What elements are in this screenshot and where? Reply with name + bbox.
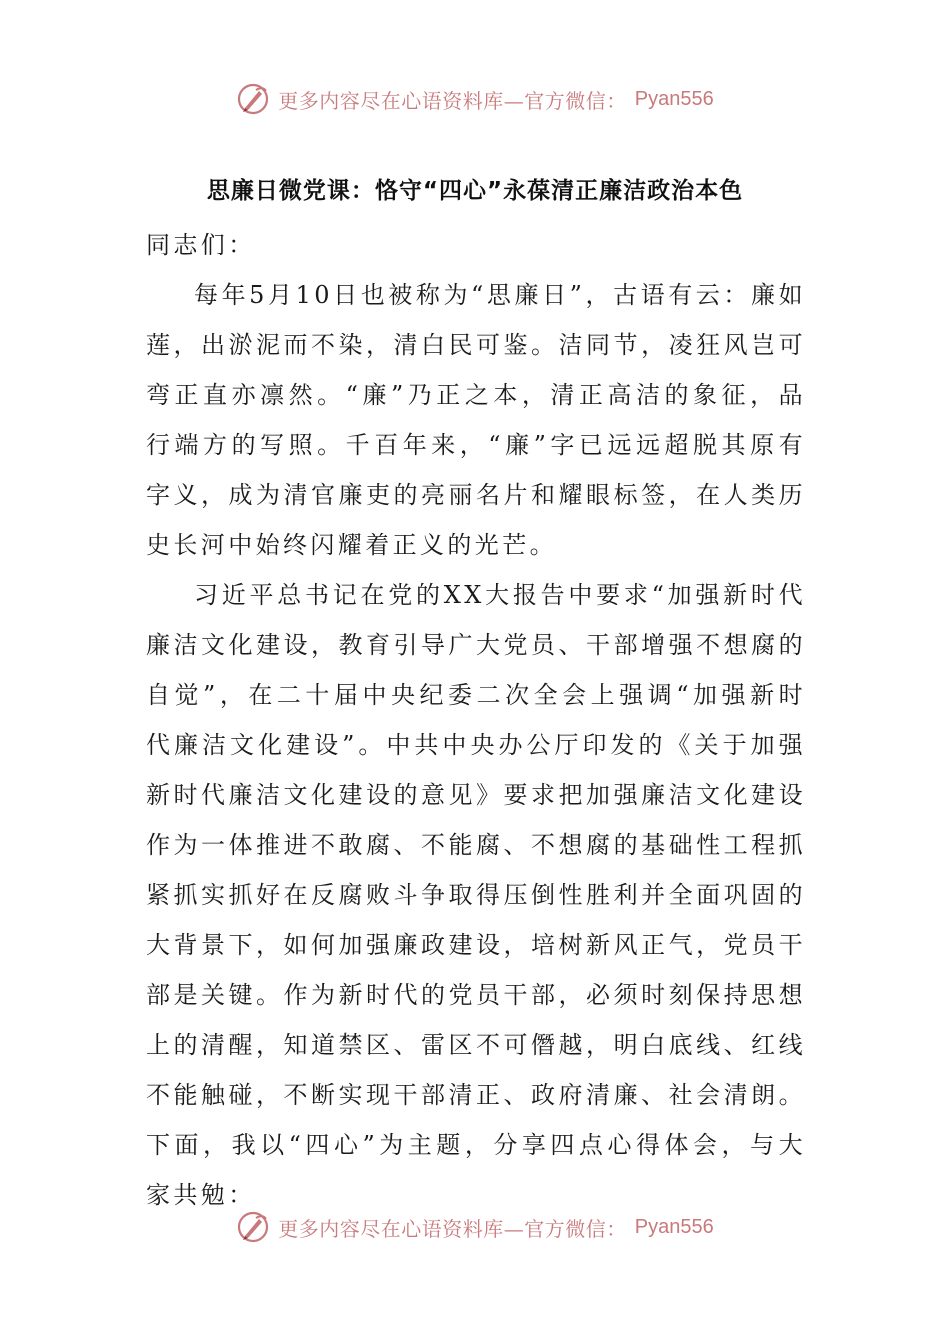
paragraph-2: 习近平总书记在党的XX大报告中要求“加强新时代廉洁文化建设，教育引导广大党员、干部增强不想腐的自觉”，在二十届中央纪委二次全会上强调“加强新时代廉洁文化建设”。中共中央办公厅印发的《关于加强新时代廉洁文化建设的意见》要求把加强廉洁文化建设作为一体推进不敢腐、不能腐、不想腐的基础性工程抓紧抓实抓好在反腐败斗争取得压倒性胜利并全面巩固的大背景下，如何加强廉政建设，培树新风正气，党员干部是关键。作为新时代的党员干部，必须时刻保持思想上的清醒，知道禁区、雷区不可僭越，明白底线、红线不能触碰，不断实现干部清正、政府清廉、社会清朗。下面，我以“四心”为主题，分享四点心得体会，与大家共勉： [146, 581, 806, 1209]
watermark-id: Pyan556 [634, 1215, 714, 1238]
pen-logo-icon [236, 1210, 270, 1244]
watermark-text: 更多内容尽在心语资料库—官方微信： [278, 88, 627, 113]
document-title: 思廉日微党课：恪守“四心”永葆清正廉洁政治本色 [206, 178, 744, 204]
salutation: 同志们： [146, 231, 256, 259]
watermark-banner-top [0, 82, 950, 116]
pen-logo-icon [236, 82, 270, 116]
watermark-text: 更多内容尽在心语资料库—官方微信： [278, 1216, 627, 1241]
watermark-id: Pyan556 [634, 87, 714, 110]
document-body [146, 220, 806, 1220]
watermark-banner-bottom [0, 1210, 950, 1244]
paragraph-1: 每年5月10日也被称为“思廉日”，古语有云：廉如莲，出淤泥而不染，清白民可鉴。洁同节，凌狂风岂可弯正直亦凛然。“廉”乃正之本，清正高洁的象征，品行端方的写照。千百年来，“廉”字已远远超脱其原有字义，成为清官廉吏的亮丽名片和耀眼标签，在人类历史长河中始终闪耀着正义的光芒。 [146, 281, 806, 559]
